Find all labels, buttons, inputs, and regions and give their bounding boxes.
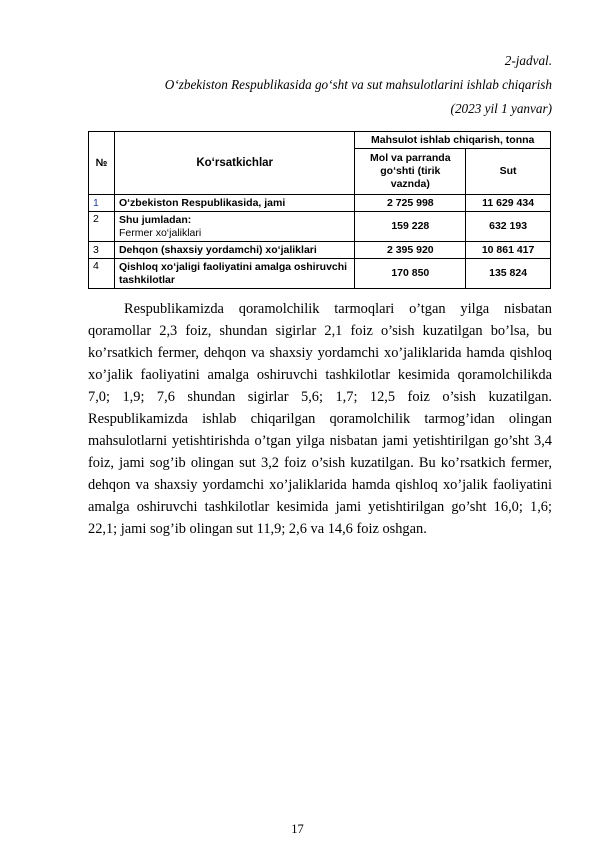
body-paragraph: Respublikamizda qoramolchilik tarmoqlari o’tgan yilga nisbatan qoramollar 2,3 foiz, shundan sigirlar 2,1 foiz o’sish kuzatilgan bo’lsa, bu ko’rsatkich fermer, dehqon va shaxsiy yordamchi xo’jaliklarida hamda qishloq xo’jalik faoliyatini amalga oshiruvchi tashkilotlar kesimida qoramolchilikda 7,0; 1,9; 7,6 shundan sigirlar 5,6; 1,7; 12,5 foiz o’sish kuzatilgan. Respublikamizda ishlab chiqarilgan qoramolchilik tarmog’idan olingan mahsulotlarni yetishtirishda o’tgan yilga nisbatan jami yetishtirilgan go’sht 3,4 foiz, jami sog’ib olingan sut 3,2 foiz o’sish kuzatilgan. Bu ko’rsatkich fermer, dehqon va shaxsiy yordamchi xo’jaliklarida hamda qishloq xo’jalik faoliyatini amalga oshiruvchi tashkilotlar kesimida jami yetishtirilgan go’sht 16,0; 1,6; 22,1; jami sog’ib olingan sut 11,9; 2,6 va 14,6 foiz oshgan. bbox=[88, 301, 552, 537]
row-milk: 10 861 417 bbox=[466, 242, 551, 259]
row-milk: 632 193 bbox=[466, 212, 551, 242]
row-no: 2 bbox=[89, 212, 115, 242]
table-row bbox=[89, 259, 551, 289]
row-label: Qishloq xo‘jaligi faoliyatini amalga oshiruvchi tashkilotlar bbox=[114, 259, 354, 289]
table-row bbox=[89, 212, 551, 242]
row-meat: 170 850 bbox=[355, 259, 466, 289]
production-table bbox=[88, 131, 551, 289]
header-indicators: Ko‘rsatkichlar bbox=[114, 132, 354, 195]
row-meat: 159 228 bbox=[355, 212, 466, 242]
table-row bbox=[89, 195, 551, 212]
row-label: Fermer xo‘jaliklari bbox=[118, 226, 202, 239]
row-milk: 11 629 434 bbox=[466, 195, 551, 212]
row-label: O‘zbekiston Respublikasida, jami bbox=[114, 195, 354, 212]
row-label-cell bbox=[114, 212, 354, 242]
table-date: (2023 yil 1 yanvar) bbox=[450, 101, 552, 116]
header-group: Mahsulot ishlab chiqarish, tonna bbox=[355, 132, 551, 149]
row-no: 3 bbox=[89, 242, 115, 259]
table-row bbox=[89, 242, 551, 259]
header-milk: Sut bbox=[466, 149, 551, 195]
row-sublabel: Shu jumladan: bbox=[118, 213, 192, 226]
row-label: Dehqon (shaxsiy yordamchi) xo‘jaliklari bbox=[114, 242, 354, 259]
table-label: 2-jadval. bbox=[504, 53, 552, 68]
page-number: 17 bbox=[291, 822, 304, 836]
row-milk: 135 824 bbox=[466, 259, 551, 289]
header-no: № bbox=[89, 132, 115, 195]
row-no: 1 bbox=[89, 195, 115, 212]
row-no: 4 bbox=[89, 259, 115, 289]
row-meat: 2 395 920 bbox=[355, 242, 466, 259]
row-meat: 2 725 998 bbox=[355, 195, 466, 212]
table-header-row bbox=[89, 132, 551, 149]
table-title: O‘zbekiston Respublikasida go‘sht va sut mahsulotlarini ishlab chiqarish bbox=[164, 77, 552, 92]
header-meat: Mol va parranda go‘shti (tirik vaznda) bbox=[355, 149, 466, 195]
